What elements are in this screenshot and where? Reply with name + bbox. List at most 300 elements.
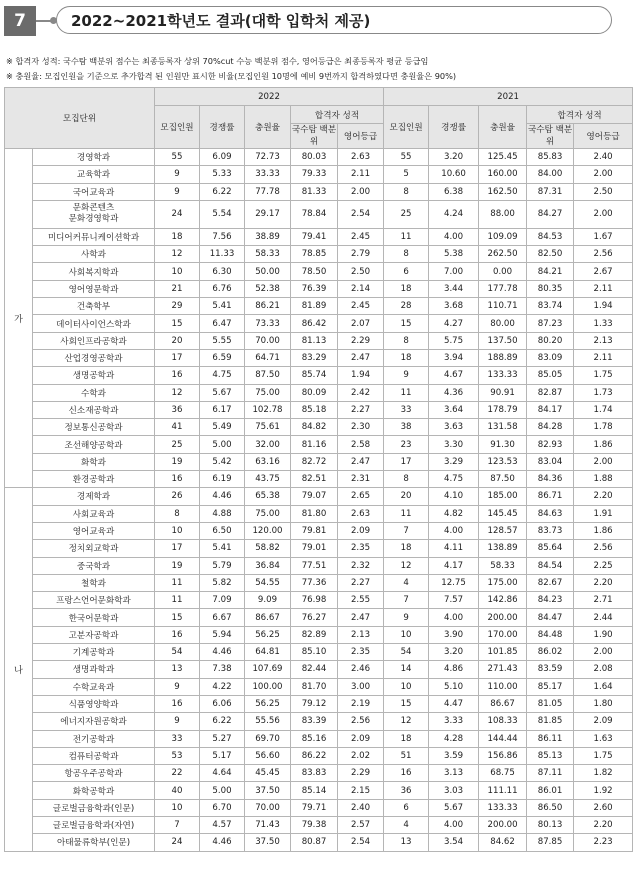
english-2021-cell: 2.08 xyxy=(574,661,633,678)
year-2021-header: 2021 xyxy=(384,88,633,106)
fill-2022-cell: 107.69 xyxy=(245,661,291,678)
competition-2021-cell: 4.82 xyxy=(429,505,479,522)
english-2021-cell: 2.71 xyxy=(574,592,633,609)
competition-2022-cell: 5.54 xyxy=(200,200,245,228)
fill-2022-cell: 70.00 xyxy=(245,332,291,349)
fill-2022-cell: 87.50 xyxy=(245,367,291,384)
english-2021-cell: 1.86 xyxy=(574,436,633,453)
percentile-header-2022: 국수탐 백분위 xyxy=(291,125,337,147)
table-row xyxy=(5,765,633,782)
english-2021-cell: 2.00 xyxy=(574,166,633,183)
english-2021-cell: 2.44 xyxy=(574,609,633,626)
percentile-2022-cell: 85.16 xyxy=(291,730,338,747)
table-row xyxy=(5,200,633,228)
fill-2021-cell: 177.78 xyxy=(479,280,527,297)
english-2021-cell: 2.50 xyxy=(574,183,633,200)
recruit-2021-cell: 11 xyxy=(384,228,429,245)
dept-cell: 영어영문학과 xyxy=(33,280,155,297)
competition-2022-cell: 4.46 xyxy=(200,488,245,505)
english-2022-cell: 2.07 xyxy=(338,315,384,332)
competition-2021-cell: 3.29 xyxy=(429,453,479,470)
section-number: 7 xyxy=(4,6,36,36)
dept-cell: 철학과 xyxy=(33,574,155,591)
table-row xyxy=(5,713,633,730)
competition-2022-cell: 5.82 xyxy=(200,574,245,591)
fill-2022-cell: 9.09 xyxy=(245,592,291,609)
english-2021-cell: 1.88 xyxy=(574,471,633,488)
percentile-2021-cell: 86.71 xyxy=(527,488,574,505)
english-2021-cell: 1.64 xyxy=(574,678,633,695)
table-row xyxy=(5,574,633,591)
competition-2022-cell: 5.00 xyxy=(200,782,245,799)
english-2022-cell: 2.09 xyxy=(338,522,384,539)
english-2022-cell: 1.94 xyxy=(338,367,384,384)
competition-2021-cell: 4.75 xyxy=(429,471,479,488)
percentile-2022-cell: 82.72 xyxy=(291,453,338,470)
recruit-2021-cell: 13 xyxy=(384,834,429,851)
percentile-2022-cell: 85.14 xyxy=(291,782,338,799)
percentile-2022-cell: 80.87 xyxy=(291,834,338,851)
percentile-2022-cell: 76.39 xyxy=(291,280,338,297)
recruit-2022-cell: 21 xyxy=(155,280,200,297)
fill-2022-cell: 32.00 xyxy=(245,436,291,453)
english-2021-cell: 1.80 xyxy=(574,695,633,712)
fill-2021-cell: 80.00 xyxy=(479,315,527,332)
recruit-2022-cell: 18 xyxy=(155,228,200,245)
competition-2022-cell: 6.22 xyxy=(200,713,245,730)
recruit-2021-cell: 17 xyxy=(384,453,429,470)
fill-2021-cell: 145.45 xyxy=(479,505,527,522)
fill-2022-cell: 36.84 xyxy=(245,557,291,574)
competition-header-2022: 경쟁률 xyxy=(200,106,245,149)
english-2022-cell: 2.13 xyxy=(338,626,384,643)
english-2021-cell: 2.13 xyxy=(574,332,633,349)
english-2021-cell: 2.40 xyxy=(574,149,633,166)
recruit-2022-cell: 15 xyxy=(155,315,200,332)
recruit-2021-cell: 4 xyxy=(384,816,429,833)
recruit-2022-cell: 10 xyxy=(155,799,200,816)
fill-2021-cell: 144.44 xyxy=(479,730,527,747)
table-row xyxy=(5,419,633,436)
dept-cell: 화학공학과 xyxy=(33,782,155,799)
recruit-2021-cell: 18 xyxy=(384,280,429,297)
competition-2021-cell: 4.00 xyxy=(429,228,479,245)
competition-2022-cell: 7.56 xyxy=(200,228,245,245)
dept-cell: 정치외교학과 xyxy=(33,540,155,557)
recruit-2021-cell: 11 xyxy=(384,384,429,401)
fill-2021-cell: 111.11 xyxy=(479,782,527,799)
english-2022-cell: 2.11 xyxy=(338,166,384,183)
competition-2022-cell: 5.17 xyxy=(200,747,245,764)
fill-header-2021: 충원율 xyxy=(479,106,527,149)
dept-cell: 사회교육과 xyxy=(33,505,155,522)
dept-cell: 생명과학과 xyxy=(33,661,155,678)
english-2022-cell: 2.54 xyxy=(338,834,384,851)
competition-2021-cell: 4.47 xyxy=(429,695,479,712)
result-header-2021: 합격자 성적 xyxy=(527,106,633,124)
competition-2022-cell: 7.38 xyxy=(200,661,245,678)
competition-2021-cell: 10.60 xyxy=(429,166,479,183)
percentile-2022-cell: 85.10 xyxy=(291,644,338,661)
competition-2021-cell: 4.00 xyxy=(429,609,479,626)
fill-2021-cell: 58.33 xyxy=(479,557,527,574)
recruit-2021-cell: 9 xyxy=(384,367,429,384)
english-2022-cell: 2.32 xyxy=(338,557,384,574)
percentile-2022-cell: 77.36 xyxy=(291,574,338,591)
table-body xyxy=(5,149,633,852)
recruit-2022-cell: 17 xyxy=(155,349,200,366)
english-2022-cell: 2.63 xyxy=(338,149,384,166)
dept-cell: 화학과 xyxy=(33,453,155,470)
percentile-2022-cell: 79.38 xyxy=(291,816,338,833)
english-2022-cell: 2.63 xyxy=(338,505,384,522)
note-score: ※ 합격자 성적: 국수탐 백분위 점수는 최종등록자 상위 70%cut 수능 백분위 점수, 영어등급은 최종등록자 평균 등급임 xyxy=(6,56,429,66)
competition-2022-cell: 6.22 xyxy=(200,183,245,200)
table-row xyxy=(5,540,633,557)
percentile-2021-cell: 84.28 xyxy=(527,419,574,436)
percentile-2022-cell: 79.71 xyxy=(291,799,338,816)
fill-2022-cell: 72.73 xyxy=(245,149,291,166)
english-2021-cell: 1.67 xyxy=(574,228,633,245)
percentile-2021-cell: 85.17 xyxy=(527,678,574,695)
fill-2021-cell: 84.62 xyxy=(479,834,527,851)
recruit-2021-cell: 5 xyxy=(384,166,429,183)
fill-2022-cell: 71.43 xyxy=(245,816,291,833)
fill-2022-cell: 58.82 xyxy=(245,540,291,557)
competition-2022-cell: 6.30 xyxy=(200,263,245,280)
fill-2021-cell: 90.91 xyxy=(479,384,527,401)
fill-2022-cell: 86.67 xyxy=(245,609,291,626)
fill-2021-cell: 101.85 xyxy=(479,644,527,661)
fill-header-2022: 충원율 xyxy=(245,106,291,149)
english-2021-cell: 2.11 xyxy=(574,280,633,297)
percentile-2022-cell: 78.85 xyxy=(291,246,338,263)
english-2022-cell: 3.00 xyxy=(338,678,384,695)
recruit-2022-cell: 9 xyxy=(155,678,200,695)
competition-2021-cell: 3.33 xyxy=(429,713,479,730)
english-2022-cell: 2.55 xyxy=(338,592,384,609)
competition-2021-cell: 4.67 xyxy=(429,367,479,384)
percentile-2021-cell: 86.11 xyxy=(527,730,574,747)
percentile-2021-cell: 83.09 xyxy=(527,349,574,366)
fill-2021-cell: 68.75 xyxy=(479,765,527,782)
recruit-2021-cell: 9 xyxy=(384,609,429,626)
dept-cell: 고분자공학과 xyxy=(33,626,155,643)
competition-2022-cell: 5.27 xyxy=(200,730,245,747)
recruit-2021-cell: 14 xyxy=(384,661,429,678)
recruit-2021-cell: 51 xyxy=(384,747,429,764)
year-2022-header: 2022 xyxy=(155,88,384,106)
table-row xyxy=(5,263,633,280)
fill-2022-cell: 33.33 xyxy=(245,166,291,183)
competition-2021-cell: 7.57 xyxy=(429,592,479,609)
competition-2022-cell: 4.22 xyxy=(200,678,245,695)
competition-2022-cell: 4.64 xyxy=(200,765,245,782)
fill-2021-cell: 0.00 xyxy=(479,263,527,280)
competition-2021-cell: 4.86 xyxy=(429,661,479,678)
table-row xyxy=(5,228,633,245)
competition-2021-cell: 7.00 xyxy=(429,263,479,280)
english-2021-cell: 2.00 xyxy=(574,644,633,661)
dept-cell: 수학과 xyxy=(33,384,155,401)
recruit-header-2022: 모집인원 xyxy=(155,106,200,149)
table-row xyxy=(5,834,633,851)
recruit-2021-cell: 6 xyxy=(384,263,429,280)
english-2022-cell: 2.45 xyxy=(338,298,384,315)
english-2021-cell: 1.91 xyxy=(574,505,633,522)
percentile-2022-cell: 85.74 xyxy=(291,367,338,384)
percentile-2022-cell: 80.09 xyxy=(291,384,338,401)
fill-2021-cell: 156.86 xyxy=(479,747,527,764)
dept-cell: 사회복지학과 xyxy=(33,263,155,280)
fill-2021-cell: 110.71 xyxy=(479,298,527,315)
table-row xyxy=(5,149,633,166)
english-2022-cell: 2.15 xyxy=(338,782,384,799)
english-2022-cell: 2.27 xyxy=(338,574,384,591)
competition-2021-cell: 3.20 xyxy=(429,149,479,166)
recruit-2022-cell: 9 xyxy=(155,713,200,730)
percentile-2021-cell: 87.23 xyxy=(527,315,574,332)
fill-2021-cell: 87.50 xyxy=(479,471,527,488)
fill-2021-cell: 133.33 xyxy=(479,367,527,384)
recruit-2022-cell: 54 xyxy=(155,644,200,661)
english-2021-cell: 1.86 xyxy=(574,522,633,539)
dept-cell: 에너지자원공학과 xyxy=(33,713,155,730)
recruit-2021-cell: 18 xyxy=(384,540,429,557)
competition-header-2021: 경쟁률 xyxy=(429,106,479,149)
competition-2021-cell: 4.24 xyxy=(429,200,479,228)
recruit-2022-cell: 53 xyxy=(155,747,200,764)
english-2021-cell: 2.56 xyxy=(574,540,633,557)
percentile-2022-cell: 79.33 xyxy=(291,166,338,183)
recruit-2021-cell: 38 xyxy=(384,419,429,436)
competition-2022-cell: 6.76 xyxy=(200,280,245,297)
english-2021-cell: 2.25 xyxy=(574,557,633,574)
english-2021-cell: 2.20 xyxy=(574,488,633,505)
table-row xyxy=(5,816,633,833)
table-row xyxy=(5,471,633,488)
competition-2022-cell: 5.41 xyxy=(200,298,245,315)
competition-2021-cell: 5.38 xyxy=(429,246,479,263)
fill-2022-cell: 58.33 xyxy=(245,246,291,263)
table-row xyxy=(5,609,633,626)
percentile-2021-cell: 87.85 xyxy=(527,834,574,851)
competition-2021-cell: 5.67 xyxy=(429,799,479,816)
table-row xyxy=(5,488,633,505)
english-2021-cell: 1.78 xyxy=(574,419,633,436)
competition-2022-cell: 4.57 xyxy=(200,816,245,833)
english-2021-cell: 2.00 xyxy=(574,200,633,228)
percentile-2021-cell: 86.01 xyxy=(527,782,574,799)
percentile-2021-cell: 85.83 xyxy=(527,149,574,166)
percentile-2022-cell: 85.18 xyxy=(291,401,338,418)
recruit-2022-cell: 16 xyxy=(155,367,200,384)
dept-cell: 경제학과 xyxy=(33,488,155,505)
percentile-2021-cell: 82.67 xyxy=(527,574,574,591)
recruit-2022-cell: 17 xyxy=(155,540,200,557)
dept-cell: 식품영양학과 xyxy=(33,695,155,712)
english-2022-cell: 2.79 xyxy=(338,246,384,263)
recruit-2021-cell: 16 xyxy=(384,765,429,782)
table-row xyxy=(5,367,633,384)
percentile-2021-cell: 80.13 xyxy=(527,816,574,833)
recruit-2021-cell: 15 xyxy=(384,695,429,712)
recruit-2021-cell: 6 xyxy=(384,799,429,816)
percentile-2021-cell: 85.05 xyxy=(527,367,574,384)
recruit-2022-cell: 12 xyxy=(155,384,200,401)
english-2021-cell: 1.90 xyxy=(574,626,633,643)
percentile-2021-cell: 83.73 xyxy=(527,522,574,539)
english-2022-cell: 2.02 xyxy=(338,747,384,764)
recruit-2022-cell: 55 xyxy=(155,149,200,166)
recruit-2022-cell: 33 xyxy=(155,730,200,747)
recruit-2021-cell: 8 xyxy=(384,183,429,200)
header-connector xyxy=(36,20,54,22)
competition-2021-cell: 3.63 xyxy=(429,419,479,436)
dept-cell: 한국어문학과 xyxy=(33,609,155,626)
percentile-2021-cell: 84.54 xyxy=(527,557,574,574)
fill-2021-cell: 138.89 xyxy=(479,540,527,557)
table-row xyxy=(5,453,633,470)
english-2022-cell: 2.47 xyxy=(338,609,384,626)
table-row xyxy=(5,799,633,816)
percentile-2022-cell: 86.42 xyxy=(291,315,338,332)
fill-2022-cell: 75.61 xyxy=(245,419,291,436)
table-row xyxy=(5,349,633,366)
percentile-2022-cell: 76.27 xyxy=(291,609,338,626)
fill-2022-cell: 65.38 xyxy=(245,488,291,505)
recruit-2021-cell: 12 xyxy=(384,713,429,730)
english-2021-cell: 2.20 xyxy=(574,816,633,833)
table-row xyxy=(5,315,633,332)
competition-2021-cell: 3.59 xyxy=(429,747,479,764)
percentile-2022-cell: 81.89 xyxy=(291,298,338,315)
english-2022-cell: 2.54 xyxy=(338,200,384,228)
fill-2021-cell: 271.43 xyxy=(479,661,527,678)
dept-cell: 글로벌금융학과(인문) xyxy=(33,799,155,816)
dept-cell: 생명공학과 xyxy=(33,367,155,384)
dept-cell: 글로벌금융학과(자연) xyxy=(33,816,155,833)
percentile-2022-cell: 82.89 xyxy=(291,626,338,643)
english-2022-cell: 2.47 xyxy=(338,453,384,470)
table-row xyxy=(5,505,633,522)
group-label: 나 xyxy=(5,488,33,851)
competition-2022-cell: 4.46 xyxy=(200,644,245,661)
fill-2021-cell: 200.00 xyxy=(479,609,527,626)
fill-2022-cell: 54.55 xyxy=(245,574,291,591)
fill-2022-cell: 43.75 xyxy=(245,471,291,488)
fill-2021-cell: 128.57 xyxy=(479,522,527,539)
dept-cell: 프랑스언어문화학과 xyxy=(33,592,155,609)
dept-cell: 산업경영공학과 xyxy=(33,349,155,366)
fill-2021-cell: 88.00 xyxy=(479,200,527,228)
dept-cell: 건축학부 xyxy=(33,298,155,315)
competition-2022-cell: 6.67 xyxy=(200,609,245,626)
competition-2022-cell: 6.06 xyxy=(200,695,245,712)
table-row xyxy=(5,183,633,200)
english-2022-cell: 2.29 xyxy=(338,332,384,349)
competition-2022-cell: 5.55 xyxy=(200,332,245,349)
recruit-2022-cell: 41 xyxy=(155,419,200,436)
competition-2021-cell: 4.11 xyxy=(429,540,479,557)
english-2021-cell: 1.73 xyxy=(574,384,633,401)
fill-2022-cell: 29.17 xyxy=(245,200,291,228)
section-header xyxy=(4,4,614,38)
percentile-2022-cell: 79.12 xyxy=(291,695,338,712)
recruit-2021-cell: 8 xyxy=(384,246,429,263)
percentile-2021-cell: 84.00 xyxy=(527,166,574,183)
fill-2022-cell: 77.78 xyxy=(245,183,291,200)
percentile-2021-cell: 82.87 xyxy=(527,384,574,401)
fill-2022-cell: 37.50 xyxy=(245,782,291,799)
english-header-2021: 영어등급 xyxy=(574,124,633,149)
recruit-2022-cell: 19 xyxy=(155,557,200,574)
percentile-2022-cell: 78.84 xyxy=(291,200,338,228)
recruit-2021-cell: 23 xyxy=(384,436,429,453)
recruit-2021-cell: 20 xyxy=(384,488,429,505)
table-row xyxy=(5,626,633,643)
english-2022-cell: 2.19 xyxy=(338,695,384,712)
fill-2021-cell: 123.53 xyxy=(479,453,527,470)
recruit-2022-cell: 26 xyxy=(155,488,200,505)
competition-2022-cell: 6.17 xyxy=(200,401,245,418)
english-2021-cell: 1.63 xyxy=(574,730,633,747)
percentile-2022-cell: 82.51 xyxy=(291,471,338,488)
competition-2022-cell: 5.94 xyxy=(200,626,245,643)
competition-2021-cell: 3.03 xyxy=(429,782,479,799)
english-2022-cell: 2.30 xyxy=(338,419,384,436)
dept-cell: 컴퓨터공학과 xyxy=(33,747,155,764)
percentile-header-2021: 국수탐 백분위 xyxy=(527,125,573,147)
english-2022-cell: 2.40 xyxy=(338,799,384,816)
table-row xyxy=(5,298,633,315)
group-label: 가 xyxy=(5,149,33,488)
table-row xyxy=(5,592,633,609)
competition-2022-cell: 5.33 xyxy=(200,166,245,183)
english-2021-cell: 2.60 xyxy=(574,799,633,816)
dept-cell: 미디어커뮤니케이션학과 xyxy=(33,228,155,245)
percentile-2022-cell: 81.80 xyxy=(291,505,338,522)
fill-2021-cell: 170.00 xyxy=(479,626,527,643)
recruit-2022-cell: 10 xyxy=(155,263,200,280)
table-row xyxy=(5,166,633,183)
unit-header: 모집단위 xyxy=(5,88,155,149)
english-2022-cell: 2.57 xyxy=(338,816,384,833)
result-header-2022: 합격자 성적 xyxy=(291,106,384,124)
percentile-2022-cell: 81.13 xyxy=(291,332,338,349)
fill-2021-cell: 175.00 xyxy=(479,574,527,591)
fill-2021-cell: 200.00 xyxy=(479,816,527,833)
dept-cell: 영어교육과 xyxy=(33,522,155,539)
table-row xyxy=(5,644,633,661)
english-2021-cell: 2.56 xyxy=(574,246,633,263)
fill-2022-cell: 56.25 xyxy=(245,695,291,712)
percentile-2021-cell: 84.63 xyxy=(527,505,574,522)
english-2021-cell: 1.74 xyxy=(574,401,633,418)
dept-cell: 환경공학과 xyxy=(33,471,155,488)
recruit-2022-cell: 9 xyxy=(155,166,200,183)
recruit-2022-cell: 19 xyxy=(155,453,200,470)
fill-2021-cell: 188.89 xyxy=(479,349,527,366)
recruit-2022-cell: 15 xyxy=(155,609,200,626)
percentile-2021-cell: 80.20 xyxy=(527,332,574,349)
fill-2022-cell: 56.25 xyxy=(245,626,291,643)
percentile-2022-cell: 77.51 xyxy=(291,557,338,574)
dept-cell: 교육학과 xyxy=(33,166,155,183)
english-2021-cell: 2.67 xyxy=(574,263,633,280)
competition-2021-cell: 3.13 xyxy=(429,765,479,782)
fill-2021-cell: 137.50 xyxy=(479,332,527,349)
